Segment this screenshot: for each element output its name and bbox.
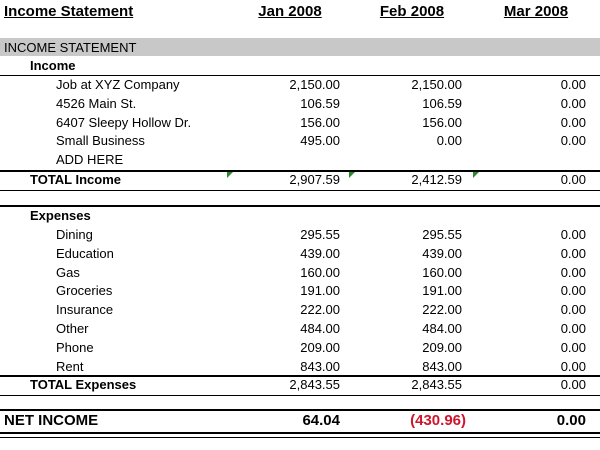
total-expenses-mar[interactable]: 0.00 bbox=[560, 377, 586, 392]
divider bbox=[0, 409, 600, 411]
total-expenses-row bbox=[0, 377, 600, 395]
column-header-feb[interactable]: Feb 2008 bbox=[379, 3, 445, 20]
divider bbox=[0, 395, 600, 396]
expenses-row bbox=[0, 283, 600, 302]
cell-jan[interactable]: 495.00 bbox=[300, 133, 340, 149]
cell-feb[interactable]: 160.00 bbox=[422, 264, 462, 280]
row-label[interactable]: ADD HERE bbox=[56, 152, 124, 168]
cell-feb[interactable]: 484.00 bbox=[422, 321, 462, 336]
total-expenses-label[interactable]: TOTAL Expenses bbox=[30, 377, 137, 392]
net-income-feb[interactable]: (430.96) bbox=[410, 412, 466, 429]
income-heading[interactable]: Income bbox=[30, 58, 76, 73]
cell-jan[interactable]: 439.00 bbox=[300, 245, 340, 261]
row-label[interactable]: Job at XYZ Company bbox=[56, 77, 180, 92]
cell-mar[interactable]: 0.00 bbox=[560, 245, 586, 261]
row-label[interactable]: Other bbox=[56, 321, 89, 336]
expenses-row bbox=[0, 302, 600, 321]
cell-jan[interactable]: 106.59 bbox=[300, 95, 340, 111]
income-row bbox=[0, 77, 600, 96]
divider bbox=[0, 437, 600, 438]
cell-feb[interactable]: 295.55 bbox=[422, 227, 462, 242]
cell-feb[interactable]: 439.00 bbox=[422, 245, 462, 261]
income-row bbox=[0, 115, 600, 134]
cell-feb[interactable]: 106.59 bbox=[422, 95, 462, 111]
total-income-jan[interactable]: 2,907.59 bbox=[289, 172, 340, 187]
divider bbox=[0, 205, 600, 207]
row-label[interactable]: Insurance bbox=[56, 302, 114, 318]
section-band bbox=[0, 38, 600, 56]
cell-feb[interactable]: 156.00 bbox=[422, 114, 462, 130]
cell-feb[interactable]: 2,150.00 bbox=[411, 77, 462, 92]
row-label[interactable]: Gas bbox=[56, 264, 80, 280]
expenses-heading-row bbox=[0, 208, 600, 226]
row-label[interactable]: Groceries bbox=[56, 283, 113, 299]
total-income-feb[interactable]: 2,412.59 bbox=[411, 172, 462, 187]
cell-feb[interactable]: 209.00 bbox=[422, 339, 462, 355]
statement-title[interactable]: Income Statement bbox=[4, 3, 134, 20]
cell-jan[interactable]: 209.00 bbox=[300, 339, 340, 355]
cell-jan[interactable]: 484.00 bbox=[300, 321, 340, 336]
expenses-row bbox=[0, 321, 600, 340]
cell-jan[interactable]: 843.00 bbox=[300, 358, 340, 374]
divider bbox=[0, 432, 600, 434]
row-label[interactable]: Small Business bbox=[56, 133, 145, 149]
total-income-row bbox=[0, 172, 600, 190]
cell-feb[interactable]: 191.00 bbox=[422, 283, 462, 299]
cell-mar[interactable]: 0.00 bbox=[560, 302, 586, 318]
row-label[interactable]: Dining bbox=[56, 227, 93, 242]
total-expenses-feb[interactable]: 2,843.55 bbox=[411, 377, 462, 392]
cell-feb[interactable]: 222.00 bbox=[422, 302, 462, 318]
row-label[interactable]: 6407 Sleepy Hollow Dr. bbox=[56, 114, 192, 130]
cell-jan[interactable]: 160.00 bbox=[300, 264, 340, 280]
cell-mar[interactable]: 0.00 bbox=[560, 95, 586, 111]
cell-mar[interactable]: 0.00 bbox=[560, 283, 586, 299]
column-header-mar[interactable]: Mar 2008 bbox=[503, 3, 569, 20]
income-row bbox=[0, 96, 600, 115]
expenses-heading[interactable]: Expenses bbox=[30, 208, 91, 223]
header-row bbox=[0, 3, 600, 23]
cell-mar[interactable]: 0.00 bbox=[560, 133, 586, 149]
cell-jan[interactable]: 222.00 bbox=[300, 302, 340, 318]
divider bbox=[0, 75, 600, 76]
expenses-row bbox=[0, 227, 600, 246]
net-income-mar[interactable]: 0.00 bbox=[556, 412, 586, 429]
cell-mar[interactable]: 0.00 bbox=[560, 77, 586, 92]
net-income-jan[interactable]: 64.04 bbox=[302, 412, 340, 429]
total-income-mar[interactable]: 0.00 bbox=[560, 172, 586, 187]
cell-mar[interactable]: 0.00 bbox=[560, 114, 586, 130]
row-label[interactable]: 4526 Main St. bbox=[56, 95, 137, 111]
comment-indicator-icon bbox=[349, 172, 355, 178]
cell-jan[interactable]: 191.00 bbox=[300, 283, 340, 299]
cell-jan[interactable]: 295.55 bbox=[300, 227, 340, 242]
expenses-row bbox=[0, 340, 600, 359]
band-label[interactable]: INCOME STATEMENT bbox=[4, 40, 137, 55]
cell-feb[interactable]: 0.00 bbox=[436, 133, 462, 149]
total-expenses-jan[interactable]: 2,843.55 bbox=[289, 377, 340, 392]
row-label[interactable]: Rent bbox=[56, 358, 84, 374]
cell-mar[interactable]: 0.00 bbox=[560, 227, 586, 242]
net-income-label[interactable]: NET INCOME bbox=[4, 412, 99, 429]
expenses-row bbox=[0, 246, 600, 265]
cell-jan[interactable]: 156.00 bbox=[300, 114, 340, 130]
cell-jan[interactable]: 2,150.00 bbox=[289, 77, 340, 92]
column-header-jan[interactable]: Jan 2008 bbox=[258, 3, 322, 20]
cell-mar[interactable]: 0.00 bbox=[560, 358, 586, 374]
income-row bbox=[0, 152, 600, 171]
net-income-row bbox=[0, 412, 600, 432]
cell-mar[interactable]: 0.00 bbox=[560, 321, 586, 336]
comment-indicator-icon bbox=[473, 172, 479, 178]
divider bbox=[0, 190, 600, 191]
cell-mar[interactable]: 0.00 bbox=[560, 339, 586, 355]
income-row bbox=[0, 133, 600, 152]
row-label[interactable]: Phone bbox=[56, 339, 94, 355]
expenses-row bbox=[0, 265, 600, 284]
cell-mar[interactable]: 0.00 bbox=[560, 264, 586, 280]
comment-indicator-icon bbox=[227, 172, 233, 178]
row-label[interactable]: Education bbox=[56, 245, 114, 261]
income-heading-row bbox=[0, 58, 600, 76]
total-income-label[interactable]: TOTAL Income bbox=[30, 172, 122, 187]
cell-feb[interactable]: 843.00 bbox=[422, 358, 462, 374]
